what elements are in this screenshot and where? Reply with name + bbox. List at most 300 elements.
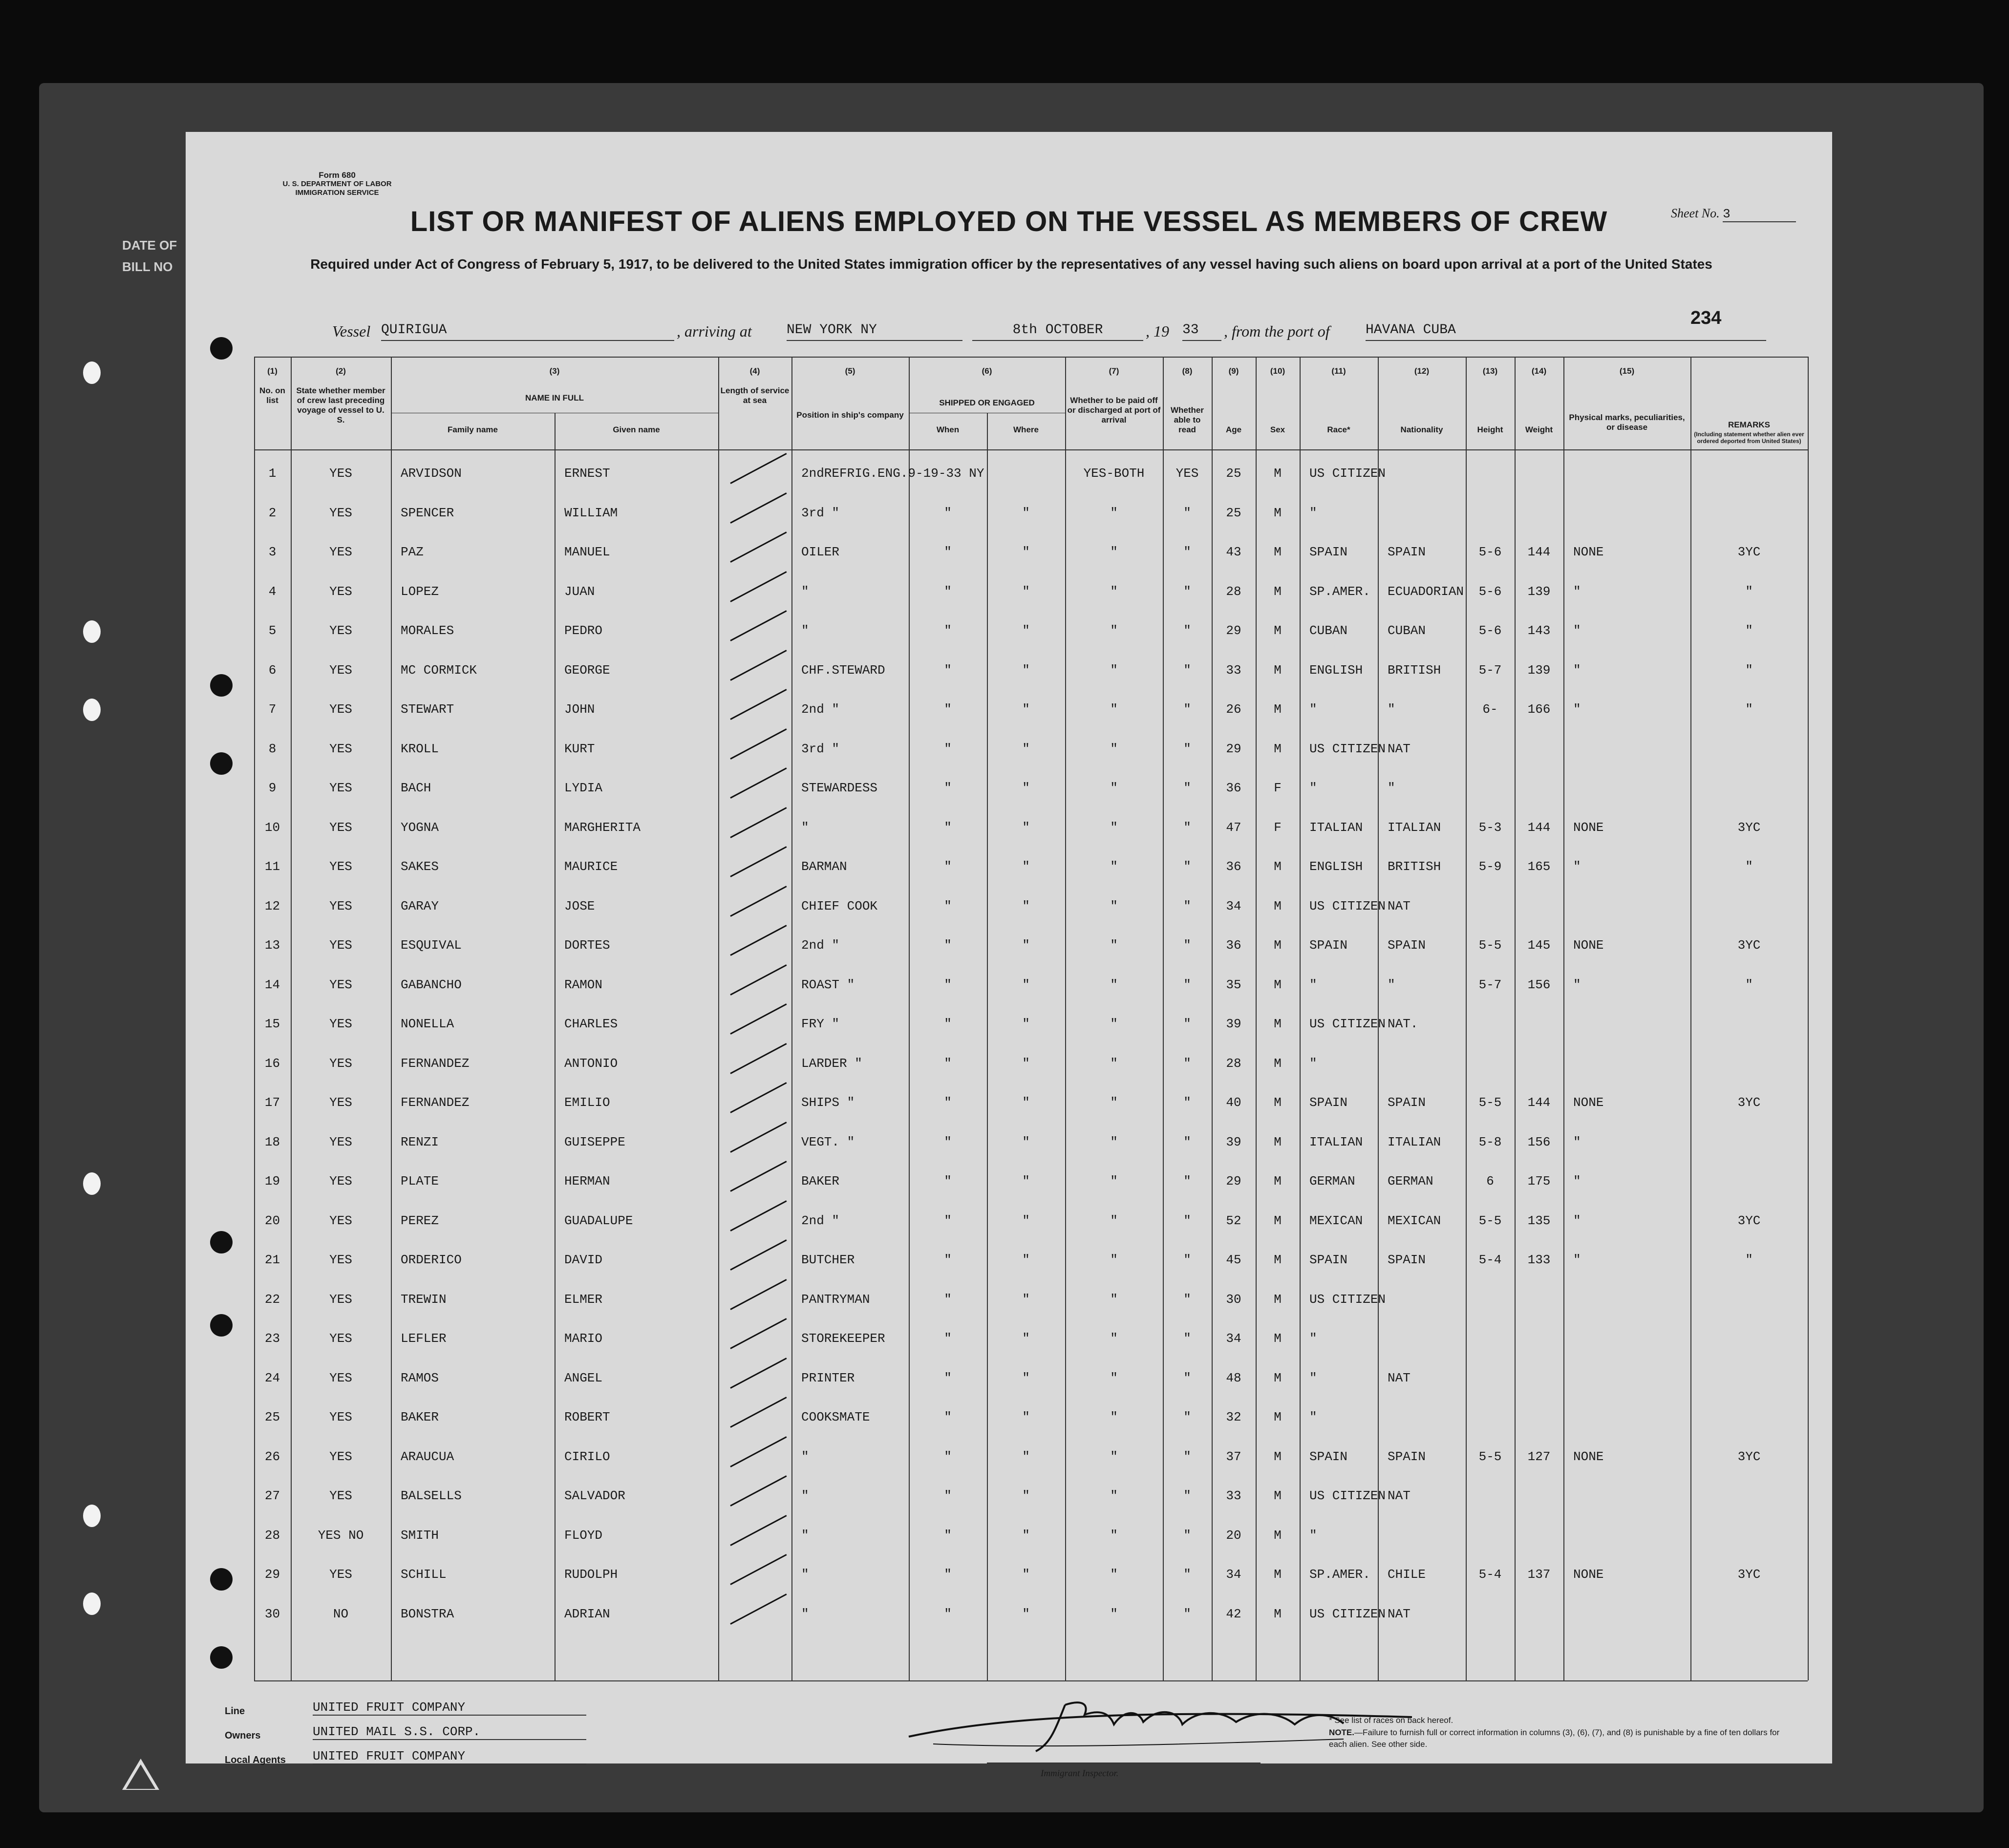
row-4-age: 28: [1226, 584, 1241, 599]
row-7-marks: ": [1573, 702, 1581, 717]
row-17-given: EMILIO: [564, 1095, 610, 1110]
row-22-sex: M: [1274, 1292, 1282, 1307]
row-27-race: US CITIZEN: [1309, 1488, 1386, 1503]
service-tick-mark: [730, 571, 787, 602]
row-3-marks: NONE: [1573, 545, 1604, 559]
row-18-race: ITALIAN: [1309, 1134, 1363, 1149]
form-id: [259, 171, 415, 197]
col-position-label: Position in ship's company: [796, 410, 904, 420]
row-19-age: 29: [1226, 1174, 1241, 1189]
row-18-read: ": [1183, 1134, 1191, 1149]
row-12-position: CHIEF COOK: [801, 898, 878, 913]
row-29-position: ": [801, 1567, 809, 1582]
row-12-paid: ": [1110, 898, 1118, 913]
col-age-number: (9): [1228, 366, 1239, 376]
row-26-race: SPAIN: [1309, 1449, 1348, 1464]
row-13-read: ": [1183, 938, 1191, 953]
row-23-read: ": [1183, 1331, 1191, 1346]
row-18-height: 5-8: [1478, 1134, 1502, 1149]
row-3-sex: M: [1274, 545, 1282, 559]
row-2-age: 25: [1226, 505, 1241, 520]
row-29-marks: NONE: [1573, 1567, 1604, 1582]
row-11-sex: M: [1274, 859, 1282, 874]
year-prefix: , 19: [1146, 322, 1169, 340]
row-7-position: 2nd ": [801, 702, 840, 717]
row-25-age: 32: [1226, 1410, 1241, 1424]
row-24-family: RAMOS: [401, 1370, 439, 1385]
arrival-year: 33: [1182, 322, 1221, 341]
row-19-weight: 175: [1527, 1174, 1551, 1189]
row-14-no: 14: [264, 977, 280, 992]
row-7-height: 6-: [1482, 702, 1498, 717]
row-12-age: 34: [1226, 898, 1241, 913]
row-4-sex: M: [1274, 584, 1282, 599]
row-25-read: ": [1183, 1410, 1191, 1424]
row-20-paid: ": [1110, 1213, 1118, 1228]
row-17-family: FERNANDEZ: [401, 1095, 470, 1110]
row-26-age: 37: [1226, 1449, 1241, 1464]
col-length-number: (4): [749, 366, 760, 376]
row-10-where: ": [1022, 820, 1030, 835]
col-family-label: Family name: [448, 425, 498, 434]
row-13-race: SPAIN: [1309, 938, 1348, 953]
row-29-family: SCHILL: [401, 1567, 447, 1582]
row-6-age: 33: [1226, 662, 1241, 678]
row-24-no: 24: [264, 1370, 280, 1385]
row-29-read: ": [1183, 1567, 1191, 1582]
row-25-position: COOKSMATE: [801, 1410, 870, 1424]
note-label: NOTE.: [1329, 1728, 1354, 1737]
row-10-position: ": [801, 820, 809, 835]
row-13-age: 36: [1226, 938, 1241, 953]
owners-label: Owners: [225, 1730, 261, 1741]
races-note: * See list of races on back hereof.: [1329, 1716, 1453, 1725]
row-17-position: SHIPS ": [801, 1095, 855, 1110]
owners-value: UNITED MAIL S.S. CORP.: [313, 1724, 586, 1740]
row-23-when: ": [944, 1331, 952, 1346]
row-10-given: MARGHERITA: [564, 820, 641, 835]
row-24-paid: ": [1110, 1370, 1118, 1385]
row-5-remarks: ": [1745, 623, 1753, 638]
row-22-read: ": [1183, 1292, 1191, 1307]
row-5-read: ": [1183, 623, 1191, 638]
col-given-label: Given name: [613, 425, 660, 434]
row-27-no: 27: [264, 1488, 280, 1503]
punch-dot: [210, 1646, 233, 1669]
col-length-label: Length of service at sea: [720, 386, 790, 405]
row-21-age: 45: [1226, 1253, 1241, 1267]
row-29-height: 5-4: [1478, 1567, 1502, 1582]
row-30-prev: NO: [333, 1606, 349, 1621]
row-16-position: LARDER ": [801, 1056, 862, 1071]
row-12-no: 12: [264, 898, 280, 913]
row-23-race: ": [1309, 1331, 1317, 1346]
row-26-marks: NONE: [1573, 1449, 1604, 1464]
row-6-no: 6: [268, 662, 277, 678]
row-27-prev: YES: [329, 1488, 352, 1503]
row-17-sex: M: [1274, 1095, 1282, 1110]
line-label: Line: [225, 1706, 245, 1717]
row-14-paid: ": [1110, 977, 1118, 992]
row-19-read: ": [1183, 1174, 1191, 1189]
row-11-position: BARMAN: [801, 859, 847, 874]
row-20-prev: YES: [329, 1213, 352, 1228]
row-9-race: ": [1309, 781, 1317, 795]
row-30-nationality: NAT: [1388, 1606, 1411, 1621]
row-15-when: ": [944, 1017, 952, 1031]
row-5-age: 29: [1226, 623, 1241, 638]
table-bottom-border: [254, 1680, 1808, 1681]
punch-dot: [210, 752, 233, 775]
sheet-number-label: Sheet No.: [1671, 206, 1720, 220]
row-15-read: ": [1183, 1017, 1191, 1031]
row-15-given: CHARLES: [564, 1017, 618, 1031]
row-9-read: ": [1183, 781, 1191, 795]
row-7-race: ": [1309, 702, 1317, 717]
row-28-no: 28: [264, 1528, 280, 1543]
row-2-when: ": [944, 505, 952, 520]
row-19-marks: ": [1573, 1174, 1581, 1189]
row-21-position: BUTCHER: [801, 1253, 855, 1267]
row-13-no: 13: [264, 938, 280, 953]
side-stamp: [122, 234, 177, 277]
row-30-read: ": [1183, 1606, 1191, 1621]
row-20-where: ": [1022, 1213, 1030, 1228]
inspector-label: Immigrant Inspector.: [1041, 1768, 1119, 1779]
row-13-given: DORTES: [564, 938, 610, 953]
row-11-marks: ": [1573, 859, 1581, 874]
row-15-race: US CITIZEN: [1309, 1017, 1386, 1031]
row-29-prev: YES: [329, 1567, 352, 1582]
row-26-read: ": [1183, 1449, 1191, 1464]
row-11-race: ENGLISH: [1309, 859, 1363, 874]
row-8-given: KURT: [564, 741, 595, 756]
row-12-race: US CITIZEN: [1309, 898, 1386, 913]
row-28-family: SMITH: [401, 1528, 439, 1543]
row-11-weight: 165: [1527, 859, 1551, 874]
row-29-given: RUDOLPH: [564, 1567, 618, 1582]
row-14-height: 5-7: [1478, 977, 1502, 992]
row-21-race: SPAIN: [1309, 1253, 1348, 1267]
row-5-position: ": [801, 623, 809, 638]
col-sex-number: (10): [1270, 366, 1285, 376]
row-10-marks: NONE: [1573, 820, 1604, 835]
col-read-number: (8): [1182, 366, 1193, 376]
row-7-weight: 166: [1527, 702, 1551, 717]
row-16-given: ANTONIO: [564, 1056, 618, 1071]
row-9-no: 9: [268, 781, 277, 795]
row-17-nationality: SPAIN: [1388, 1095, 1426, 1110]
row-17-weight: 144: [1527, 1095, 1551, 1110]
service-tick-mark: [730, 1475, 787, 1507]
row-27-family: BALSELLS: [401, 1488, 462, 1503]
row-14-nationality: ": [1388, 977, 1395, 992]
col-height-label: Height: [1477, 425, 1503, 434]
from-port: HAVANA CUBA: [1366, 322, 1766, 341]
row-21-paid: ": [1110, 1253, 1118, 1267]
row-19-height: 6: [1486, 1174, 1494, 1189]
row-17-no: 17: [264, 1095, 280, 1110]
service-tick-mark: [730, 886, 787, 917]
row-17-where: ": [1022, 1095, 1030, 1110]
row-10-no: 10: [264, 820, 280, 835]
row-16-prev: YES: [329, 1056, 352, 1071]
row-16-when: ": [944, 1056, 952, 1071]
service-tick-mark: [730, 610, 787, 641]
row-16-race: ": [1309, 1056, 1317, 1071]
row-7-no: 7: [268, 702, 277, 717]
page-subtitle: Required under Act of Congress of February 5, 1917, to be delivered to the United States immigration officer by the representatives of any vessel having such aliens on board upon arrival at a port of the United States: [310, 256, 1712, 272]
binder-hole: [83, 620, 101, 643]
row-24-sex: M: [1274, 1370, 1282, 1385]
row-11-prev: YES: [329, 859, 352, 874]
row-20-weight: 135: [1527, 1213, 1551, 1228]
row-8-when: ": [944, 741, 952, 756]
row-16-age: 28: [1226, 1056, 1241, 1071]
row-7-age: 26: [1226, 702, 1241, 717]
row-24-read: ": [1183, 1370, 1191, 1385]
row-24-race: ": [1309, 1370, 1317, 1385]
row-19-paid: ": [1110, 1174, 1118, 1189]
punch-dot: [210, 1314, 233, 1337]
form-number: Form 680: [319, 170, 356, 180]
row-28-sex: M: [1274, 1528, 1282, 1543]
row-9-position: STEWARDESS: [801, 781, 878, 795]
row-20-no: 20: [264, 1213, 280, 1228]
row-26-no: 26: [264, 1449, 280, 1464]
row-19-prev: YES: [329, 1174, 352, 1189]
row-9-paid: ": [1110, 781, 1118, 795]
row-9-prev: YES: [329, 781, 352, 795]
row-13-remarks: 3YC: [1737, 938, 1761, 953]
row-23-given: MARIO: [564, 1331, 603, 1346]
row-25-sex: M: [1274, 1410, 1282, 1424]
row-23-prev: YES: [329, 1331, 352, 1346]
row-14-given: RAMON: [564, 977, 603, 992]
row-29-remarks: 3YC: [1737, 1567, 1761, 1582]
row-8-read: ": [1183, 741, 1191, 756]
row-18-age: 39: [1226, 1134, 1241, 1149]
service-tick-mark: [730, 1239, 787, 1271]
row-11-given: MAURICE: [564, 859, 618, 874]
row-26-position: ": [801, 1449, 809, 1464]
row-20-remarks: 3YC: [1737, 1213, 1761, 1228]
row-1-family: ARVIDSON: [401, 466, 462, 481]
col-when-label: When: [936, 425, 960, 434]
row-28-read: ": [1183, 1528, 1191, 1543]
row-13-when: ": [944, 938, 952, 953]
row-26-nationality: SPAIN: [1388, 1449, 1426, 1464]
column-divider: [718, 357, 719, 1680]
row-7-where: ": [1022, 702, 1030, 717]
row-26-paid: ": [1110, 1449, 1118, 1464]
row-19-family: PLATE: [401, 1174, 439, 1189]
row-2-position: 3rd ": [801, 505, 840, 520]
row-6-family: MC CORMICK: [401, 662, 477, 678]
col-paid-number: (7): [1109, 366, 1119, 376]
service-tick-mark: [730, 1122, 787, 1153]
row-4-weight: 139: [1527, 584, 1551, 599]
row-8-prev: YES: [329, 741, 352, 756]
row-7-family: STEWART: [401, 702, 454, 717]
service-tick-mark: [730, 1161, 787, 1192]
row-26-weight: 127: [1527, 1449, 1551, 1464]
row-3-paid: ": [1110, 545, 1118, 559]
row-22-when: ": [944, 1292, 952, 1307]
arrival-date: 8th OCTOBER: [972, 322, 1143, 341]
row-7-nationality: ": [1388, 702, 1395, 717]
row-26-where: ": [1022, 1449, 1030, 1464]
row-10-race: ITALIAN: [1309, 820, 1363, 835]
row-10-read: ": [1183, 820, 1191, 835]
row-27-age: 33: [1226, 1488, 1241, 1503]
row-26-family: ARAUCUA: [401, 1449, 454, 1464]
row-8-position: 3rd ": [801, 741, 840, 756]
row-12-family: GARAY: [401, 898, 439, 913]
row-25-given: ROBERT: [564, 1410, 610, 1424]
row-20-nationality: MEXICAN: [1388, 1213, 1441, 1228]
row-5-family: MORALES: [401, 623, 454, 638]
row-10-age: 47: [1226, 820, 1241, 835]
row-21-prev: YES: [329, 1253, 352, 1267]
row-11-paid: ": [1110, 859, 1118, 874]
row-25-when: ": [944, 1410, 952, 1424]
row-29-race: SP.AMER.: [1309, 1567, 1370, 1582]
row-25-race: ": [1309, 1410, 1317, 1424]
row-22-given: ELMER: [564, 1292, 603, 1307]
row-4-remarks: ": [1745, 584, 1753, 599]
row-22-age: 30: [1226, 1292, 1241, 1307]
row-7-paid: ": [1110, 702, 1118, 717]
row-5-weight: 143: [1527, 623, 1551, 638]
row-12-read: ": [1183, 898, 1191, 913]
row-30-no: 30: [264, 1606, 280, 1621]
row-26-when: ": [944, 1449, 952, 1464]
row-22-prev: YES: [329, 1292, 352, 1307]
row-17-age: 40: [1226, 1095, 1241, 1110]
row-7-given: JOHN: [564, 702, 595, 717]
row-6-where: ": [1022, 662, 1030, 678]
binder-hole: [83, 361, 101, 384]
row-4-race: SP.AMER.: [1309, 584, 1370, 599]
binder-hole: [83, 699, 101, 721]
row-2-prev: YES: [329, 505, 352, 520]
row-30-family: BONSTRA: [401, 1606, 454, 1621]
row-30-paid: ": [1110, 1606, 1118, 1621]
row-5-race: CUBAN: [1309, 623, 1348, 638]
row-18-paid: ": [1110, 1134, 1118, 1149]
col-prev-label: State whether member of crew last preceding voyage of vessel to U. S.: [296, 386, 385, 425]
row-3-height: 5-6: [1478, 545, 1502, 559]
col-remarks-label: REMARKS: [1728, 420, 1770, 429]
column-divider: [1808, 357, 1809, 1680]
row-18-weight: 156: [1527, 1134, 1551, 1149]
row-28-age: 20: [1226, 1528, 1241, 1543]
row-19-nationality: GERMAN: [1388, 1174, 1433, 1189]
row-4-given: JUAN: [564, 584, 595, 599]
page-title: LIST OR MANIFEST OF ALIENS EMPLOYED ON THE VESSEL AS MEMBERS OF CREW: [410, 206, 1608, 237]
row-6-remarks: ": [1745, 662, 1753, 678]
row-13-where: ": [1022, 938, 1030, 953]
row-11-where: ": [1022, 859, 1030, 874]
row-21-family: ORDERICO: [401, 1253, 462, 1267]
service-tick-mark: [730, 1043, 787, 1074]
row-21-when: ": [944, 1253, 952, 1267]
row-9-age: 36: [1226, 781, 1241, 795]
row-29-age: 34: [1226, 1567, 1241, 1582]
row-21-height: 5-4: [1478, 1253, 1502, 1267]
row-25-no: 25: [264, 1410, 280, 1424]
row-20-marks: ": [1573, 1213, 1581, 1228]
line-value: UNITED FRUIT COMPANY: [313, 1700, 586, 1716]
column-divider: [791, 357, 792, 1680]
row-20-position: 2nd ": [801, 1213, 840, 1228]
row-10-nationality: ITALIAN: [1388, 820, 1441, 835]
row-14-race: ": [1309, 977, 1317, 992]
row-10-weight: 144: [1527, 820, 1551, 835]
row-19-position: BAKER: [801, 1174, 840, 1189]
row-14-prev: YES: [329, 977, 352, 992]
service-tick-mark: [730, 1358, 787, 1389]
col-weight-number: (14): [1531, 366, 1547, 376]
row-22-family: TREWIN: [401, 1292, 447, 1307]
punch-dot: [210, 1568, 233, 1591]
row-27-when: ": [944, 1488, 952, 1503]
row-19-when: ": [944, 1174, 952, 1189]
row-17-prev: YES: [329, 1095, 352, 1110]
row-23-where: ": [1022, 1331, 1030, 1346]
col-weight-label: Weight: [1525, 425, 1553, 434]
service-tick-mark: [730, 728, 787, 760]
row-23-family: LEFLER: [401, 1331, 447, 1346]
row-30-where: ": [1022, 1606, 1030, 1621]
row-20-height: 5-5: [1478, 1213, 1502, 1228]
row-7-read: ": [1183, 702, 1191, 717]
row-15-paid: ": [1110, 1017, 1118, 1031]
row-20-sex: M: [1274, 1213, 1282, 1228]
service-tick-mark: [730, 492, 787, 524]
row-5-height: 5-6: [1478, 623, 1502, 638]
row-8-no: 8: [268, 741, 277, 756]
row-25-where: ": [1022, 1410, 1030, 1424]
row-18-sex: M: [1274, 1134, 1282, 1149]
row-8-race: US CITIZEN: [1309, 741, 1386, 756]
row-12-where: ": [1022, 898, 1030, 913]
row-21-remarks: ": [1745, 1253, 1753, 1267]
arriving-label: , arriving at: [677, 322, 752, 340]
row-19-no: 19: [264, 1174, 280, 1189]
row-10-prev: YES: [329, 820, 352, 835]
row-9-given: LYDIA: [564, 781, 603, 795]
triangle-mark-inner: [126, 1764, 155, 1789]
row-1-read: YES: [1175, 466, 1199, 481]
row-1-prev: YES: [329, 466, 352, 481]
row-23-age: 34: [1226, 1331, 1241, 1346]
row-5-nationality: CUBAN: [1388, 623, 1426, 638]
row-20-when: ": [944, 1213, 952, 1228]
col-height-number: (13): [1482, 366, 1498, 376]
row-6-paid: ": [1110, 662, 1118, 678]
row-9-family: BACH: [401, 781, 431, 795]
side-stamp-line-2: BILL NO: [122, 259, 173, 274]
row-15-nationality: NAT.: [1388, 1017, 1418, 1031]
sheet-number-value: 3: [1723, 207, 1796, 222]
col-sex-label: Sex: [1270, 425, 1285, 434]
service-tick-mark: [730, 1515, 787, 1546]
row-21-where: ": [1022, 1253, 1030, 1267]
row-4-where: ": [1022, 584, 1030, 599]
row-24-age: 48: [1226, 1370, 1241, 1385]
